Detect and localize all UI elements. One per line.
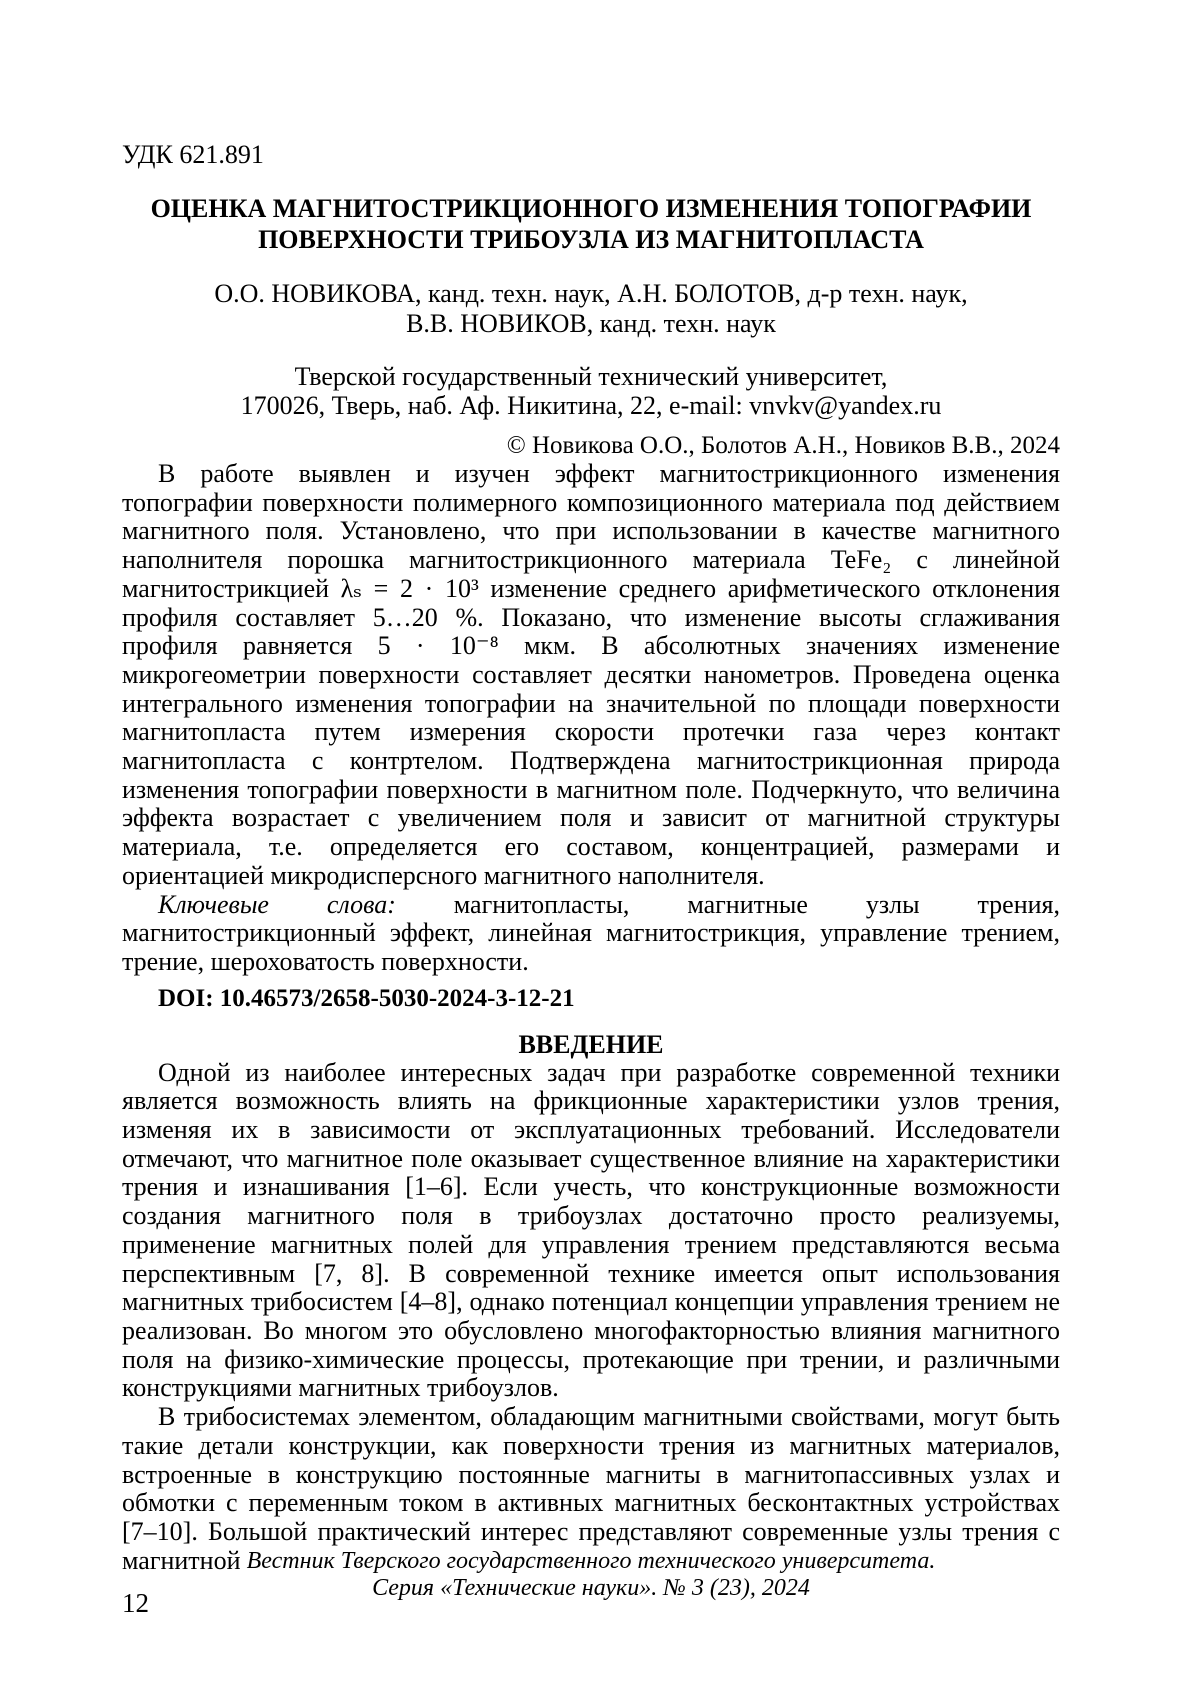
- abstract-paragraph: В работе выявлен и изучен эффект магнитострикционного изменения топографии поверхности полимерного композиционного материала под действием магнитного поля. Установлено, что при использовании в качестве магнитного наполнителя порошка магнитострикционного материала TeFe₂ с линейной магнитострикцией λₛ = 2 · 10³ изменение среднего арифметического отклонения профиля составляет 5…20 %. Показано, что изменение высоты сглаживания профиля равняется 5 · 10⁻⁸ мкм. В абсолютных значениях изменение микрогеометрии поверхности составляет десятки нанометров. Проведена оценка интегрального изменения топографии на значительной по площади поверхности магнитопласта путем измерения скорости протечки газа через контакт магнитопласта с контртелом. Подтверждена магнитострикционная природа изменения топографии поверхности в магнитном поле. Подчеркнуто, что величина эффекта возрастает с увеличением поля и зависит от магнитной структуры материала, т.е. определяется его составом, концентрацией, размерами и ориентацией микродисперсного магнитного наполнителя.: [122, 459, 1060, 890]
- article-title-line1: ОЦЕНКА МАГНИТОСТРИКЦИОННОГО ИЗМЕНЕНИЯ ТОПОГРАФИИ: [150, 194, 1032, 223]
- authors-line2: В.В. НОВИКОВ, канд. техн. наук: [406, 309, 776, 338]
- authors-line1: О.О. НОВИКОВА, канд. техн. наук, А.Н. БОЛОТОВ, д-р техн. наук,: [214, 279, 968, 308]
- introduction-paragraph-1: Одной из наиболее интересных задач при разработке современной техники является возможность влиять на фрикционные характеристики узлов трения, изменяя их в зависимости от эксплуатационных требований. Исследователи отмечают, что магнитное поле оказывает существенное влияние на характеристики трения и изнашивания [1–6]. Если учесть, что конструкционные возможности создания магнитного поля в трибоузлах достаточно просто реализуемы, применение магнитных полей для управления трением представляются весьма перспективным [7, 8]. В современной технике имеется опыт использования магнитных трибосистем [4–8], однако потенциал концепции управления трением не реализован. Во многом это обусловлено многофакторностью влияния магнитного поля на физико-химические процессы, протекающие при трении, и различными конструкциями магнитных трибоузлов.: [122, 1057, 1060, 1403]
- introduction-paragraph-2: В трибосистемах элементом, обладающим магнитными свойствами, могут быть такие детали конструкции, как поверхности трения из магнитных материалов, встроенные в конструкцию постоянные магниты в магнитопассивных узлах и обмотки с переменным током в активных магнитных бесконтактных устройствах [7–10]. Большой практический интерес представляют современные узлы трения с магнитной: [122, 1402, 1060, 1575]
- article-title: [122, 193, 1060, 255]
- journal-name: Вестник Тверского государственного технического университета.: [246, 1548, 936, 1574]
- udc-number: УДК 621.891: [122, 140, 264, 169]
- keywords-label: Ключевые слова:: [158, 889, 396, 919]
- keywords-paragraph: [122, 891, 1060, 977]
- affiliation-block: [122, 362, 1060, 420]
- affiliation-email-line: 170026, Тверь, наб. Аф. Никитина, 22, e-mail: vnvkv@yandex.ru: [240, 391, 942, 420]
- article-title-line2: ПОВЕРХНОСТИ ТРИБОУЗЛА ИЗ МАГНИТОПЛАСТА: [258, 225, 924, 254]
- journal-footer: [122, 1548, 1060, 1602]
- section-heading-introduction: ВВЕДЕНИЕ: [518, 1029, 664, 1059]
- authors-block: [122, 279, 1060, 339]
- journal-issue: Серия «Технические науки». № 3 (23), 2024: [372, 1575, 810, 1601]
- affiliation-line1: Тверской государственный технический университет,: [294, 362, 888, 391]
- page-content: [122, 0, 1060, 1697]
- doi: DOI: 10.46573/2658-5030-2024-3-12-21: [158, 984, 575, 1012]
- copyright-notice: © Новикова О.О., Болотов А.Н., Новиков В.В., 2024: [506, 432, 1060, 459]
- keywords-list: магнитопласты, магнитные узлы трения, магнитострикционный эффект, линейная магнитострикция, управление трением, трение, шероховатость поверхности.: [122, 889, 1060, 976]
- page-number: 12: [122, 1588, 149, 1618]
